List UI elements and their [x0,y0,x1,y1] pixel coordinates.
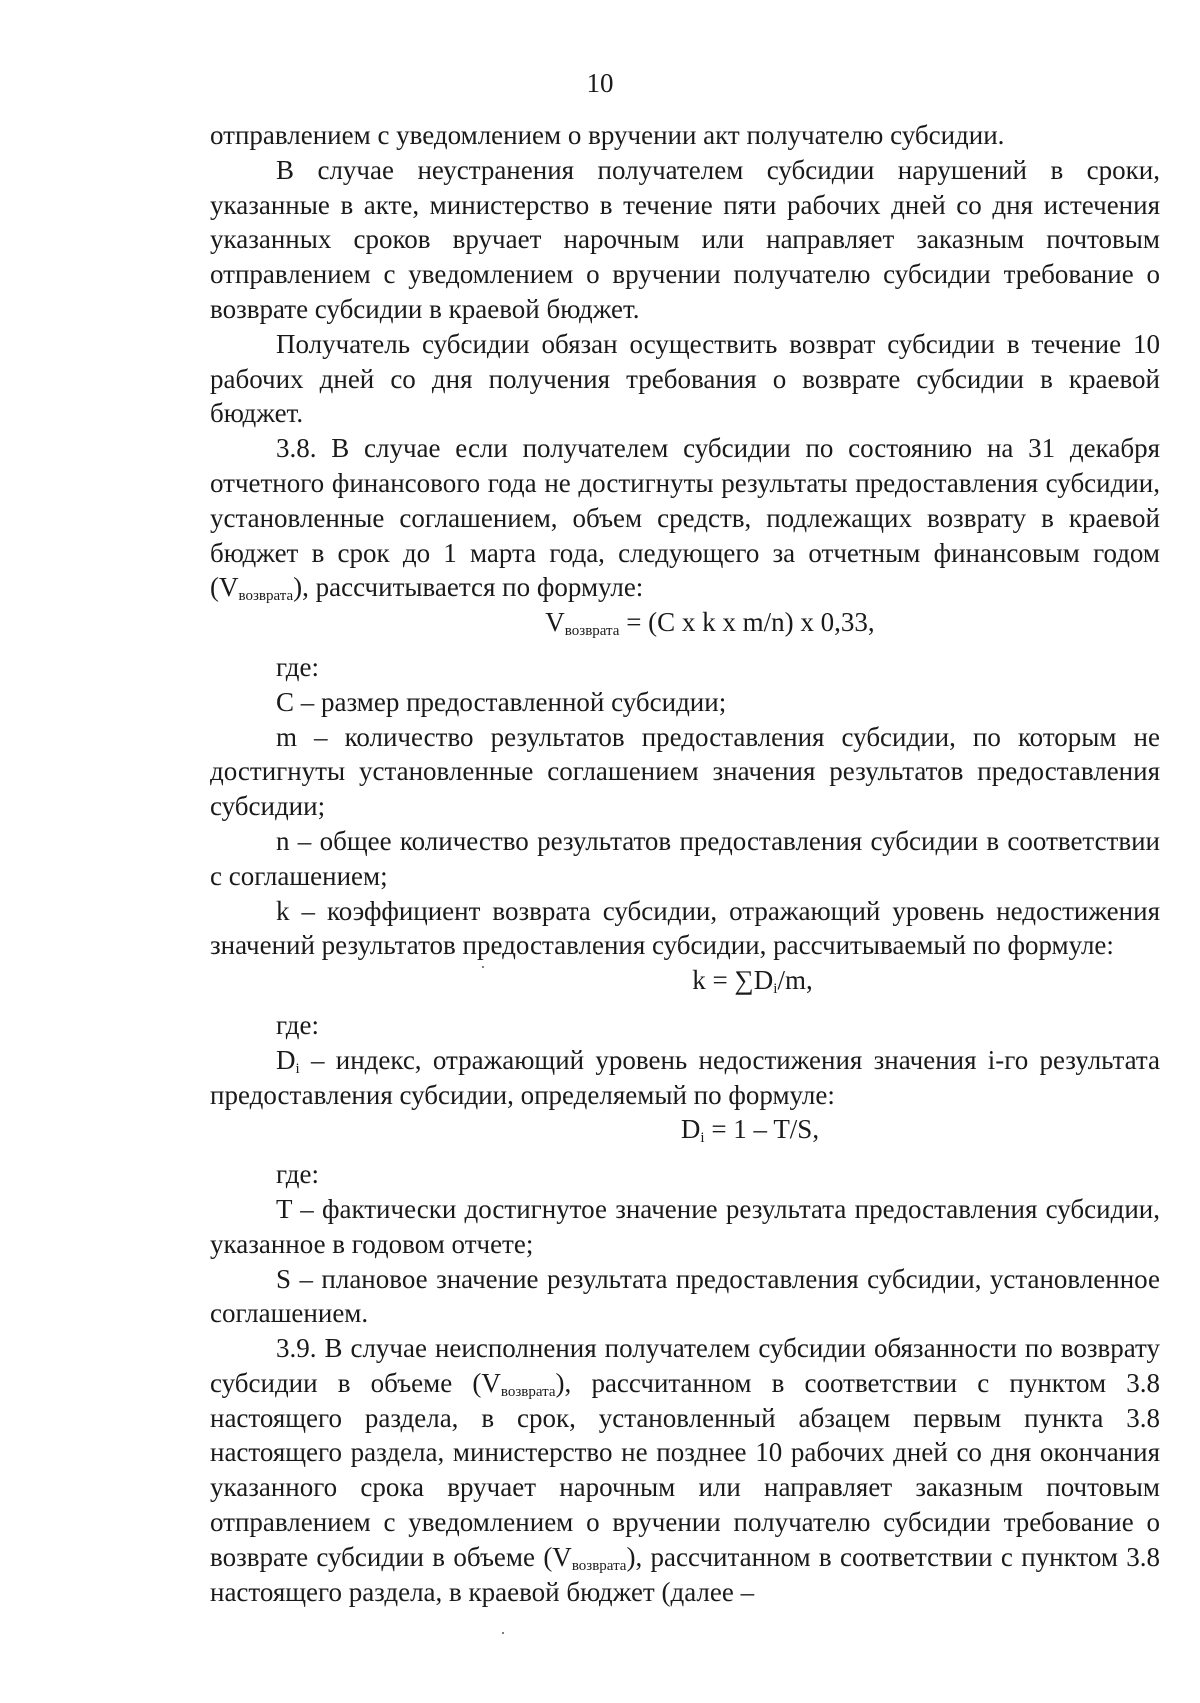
definition-m: m – количество результатов предоставления субсидии, по которым не достигнуты установленные соглашением значения результатов предоставления субсидии; [210,721,1160,822]
where-label-1: где: [276,651,319,682]
formula-v-vozvrata [210,605,1160,640]
paragraph-3-9-text-a: 3.9. В случае неисполнения получателем субсидии обязанности по возврату субсидии в объеме (V [210,1333,1160,1398]
paragraph-3-9-text-c: ), рассчитанном в соответствии с пунктом 3.8 настоящего раздела, в краевой бюджет (далее – [210,1541,1160,1607]
formula-v-expression: = (C x k x m/n) x 0,33, [619,607,875,638]
formula-d-symbol: D [680,1114,701,1145]
paragraph-3-8-tail: ), рассчитывается по формуле: [293,572,644,603]
where-label-3: где: [276,1159,319,1190]
paragraph-3-8-text: 3.8. В случае если получателем субсидии по состоянию на 31 декабря отчетного финансового года не достигнуты результаты предоставления субсидии, установленные соглашением, объем средств, подлежащих возврату в краевой бюджет в срок до 1 марта года, следующего за отчетным финансовым годом (V [210,433,1160,603]
definition-t: T – фактически достигнутое значение результата предоставления субсидии, указанное в годовом отчете; [210,1193,1160,1259]
paragraph-3-9 [210,1331,1160,1609]
paragraph-3-8 [210,431,1160,605]
definition-d-subscript: i [295,1060,300,1077]
definition-k: k – коэффициент возврата субсидии, отражающий уровень недостижения значений результатов предоставления субсидии, рассчитываемый по формуле: [210,895,1160,961]
formula-v-symbol: V [545,607,565,638]
document-body [210,118,1160,1609]
paragraph-return-obligation: Получатель субсидии обязан осуществить возврат субсидии в течение 10 рабочих дней со дня получения требования о возврате субсидии в краевой бюджет. [210,328,1160,429]
paragraph-3-9-subscript-2: возврата [571,1557,627,1574]
formula-k-left: k = ∑D [692,965,774,996]
definition-n: n – общее количество результатов предоставления субсидии в соответствии с соглашением; [210,825,1160,891]
paragraph-continuation: отправлением с уведомлением о вручении акт получателю субсидии. [210,120,1005,150]
paragraph-non-elimination: В случае неустранения получателем субсидии нарушений в сроки, указанные в акте, министерство в течение пяти рабочих дней со дня истечения указанных сроков вручает нарочным или направляет заказным почтовым отправлением с уведомлением о вручении получателю субсидии требование о возврате субсидии в краевой бюджет. [210,154,1160,324]
formula-d-subscript: i [700,1130,705,1147]
formula-k-subscript: i [773,981,778,998]
paragraph-3-9-text-b: ), рассчитанном в соответствии с пунктом 3.8 настоящего раздела, в срок, установленный абзацем первым пункта 3.8 настоящего раздела, министерство не позднее 10 рабочих дней со дня окончания указанного срока вручает нарочным или направляет заказным почтовым отправлением с уведомлением о вручении получателю субсидии требование о возврате субсидии в объеме (V [210,1367,1160,1572]
definition-s: S – плановое значение результата предоставления субсидии, установленное соглашением. [210,1263,1160,1329]
scan-speck [482,966,484,968]
page-number: 10 [586,68,614,98]
definition-c: C – размер предоставленной субсидии; [276,686,727,717]
formula-d [210,1112,1160,1147]
paragraph-3-9-subscript-1: возврата [500,1383,556,1400]
definition-d-text: – индекс, отражающий уровень недостижения значения i-го результата предоставления субсидии, определяемый по формуле: [210,1044,1160,1110]
formula-d-expression: = 1 – T/S, [704,1114,820,1145]
definition-d [210,1043,1160,1113]
definition-d-symbol: D [276,1044,296,1075]
scan-speck [502,1632,504,1634]
formula-v-subscript: возврата [564,623,620,640]
where-label-2: где: [276,1009,319,1040]
subscript-vozvrata: возврата [238,588,294,605]
formula-k-right: /m, [777,965,813,996]
formula-k [210,963,1160,998]
